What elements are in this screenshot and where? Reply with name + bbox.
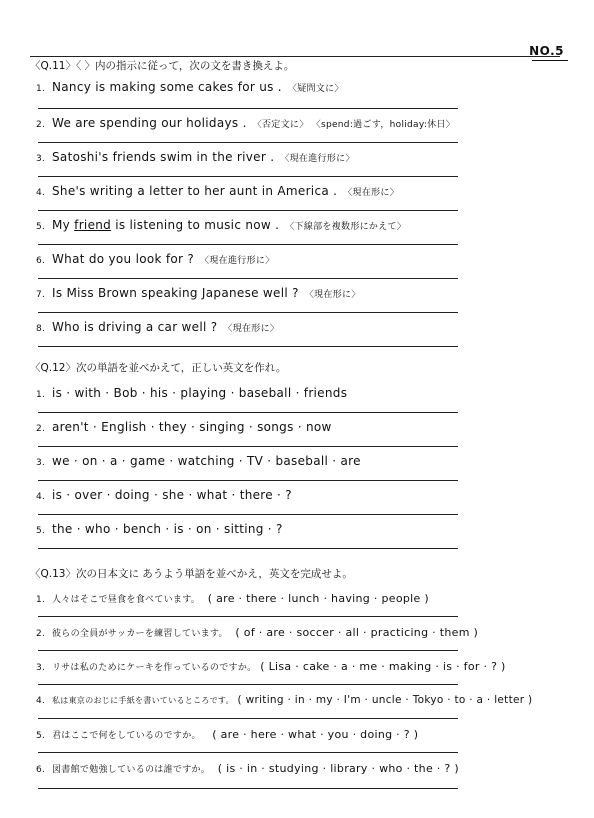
answer-line — [38, 650, 458, 651]
item-instruction: 〈現在形に〉 — [223, 324, 280, 334]
item-instruction: 〈疑問文に〉 — [287, 84, 344, 94]
item-text: She's writing a letter to her aunt in America . — [52, 184, 338, 198]
q12-item-4 — [36, 488, 292, 502]
item-instruction: 〈現在進行形に〉 — [200, 256, 275, 266]
item-number: 2. — [36, 120, 46, 130]
item-number: 1. — [36, 595, 46, 605]
page-number: NO.5 — [529, 44, 564, 58]
item-words: ( is · in · studying · library · who · the · ? ) — [217, 762, 459, 775]
answer-line — [38, 312, 458, 313]
item-number: 5. — [36, 526, 46, 536]
item-text-pre: My — [52, 218, 75, 232]
section-header-q11: 〈Q.11〉〈 〉内の指示に従って，次の文を書き換えよ。 — [30, 60, 295, 72]
q11-item-7 — [36, 286, 361, 300]
item-instruction: 〈否定文に〉 〈spend:過ごす，holiday:休日〉 — [252, 120, 456, 130]
page-number-underline — [532, 60, 568, 61]
item-number: 5. — [36, 222, 46, 232]
item-number: 4. — [36, 696, 46, 706]
answer-line — [38, 684, 458, 685]
top-rule — [30, 56, 560, 57]
item-instruction: 〈現在形に〉 — [343, 188, 400, 198]
item-number: 5. — [36, 731, 46, 741]
item-text: Nancy is making some cakes for us . — [52, 80, 282, 94]
japanese-sentence: 私は東京のおじに手紙を書いているところです。 — [52, 696, 234, 705]
item-number: 3. — [36, 154, 46, 164]
q13-item-2 — [36, 626, 478, 639]
answer-line — [38, 446, 458, 447]
q13-item-6 — [36, 762, 459, 775]
item-words: ( writing · in · my · I'm · uncle · Tokyo · to · a · letter ) — [237, 694, 533, 706]
answer-line — [38, 142, 458, 143]
item-text-post: is listening to music now . — [111, 218, 280, 232]
japanese-sentence: リサは私のためにケーキを作っているのですか。 — [52, 663, 257, 673]
q11-item-3 — [36, 150, 355, 164]
q11-item-5 — [36, 218, 406, 232]
answer-line — [38, 718, 458, 719]
answer-line — [38, 616, 458, 617]
item-instruction: 〈現在進行形に〉 — [280, 154, 355, 164]
answer-line — [38, 346, 458, 347]
item-number: 3. — [36, 458, 46, 468]
item-text: Is Miss Brown speaking Japanese well ? — [52, 286, 299, 300]
q11-item-2 — [36, 116, 455, 130]
answer-line — [38, 176, 458, 177]
item-words: ( are · here · what · you · doing · ? ) — [212, 728, 419, 741]
q12-item-1 — [36, 386, 347, 400]
item-number: 2. — [36, 629, 46, 639]
item-words: ( Lisa · cake · a · me · making · is · for · ? ) — [260, 660, 506, 673]
item-words: the · who · bench · is · on · sitting · ? — [52, 522, 283, 536]
item-number: 7. — [36, 290, 46, 300]
answer-line — [38, 278, 458, 279]
item-number: 2. — [36, 424, 46, 434]
japanese-sentence: 人々はそこで昼食を食べています。 — [52, 595, 201, 605]
japanese-sentence: 君はここで何をしているのですか。 — [52, 731, 201, 741]
q11-item-1 — [36, 80, 344, 94]
answer-line — [38, 514, 458, 515]
item-number: 3. — [36, 663, 46, 673]
item-number: 4. — [36, 492, 46, 502]
answer-line — [38, 108, 458, 109]
q11-item-6 — [36, 252, 274, 266]
answer-line — [38, 548, 458, 549]
item-words: is · with · Bob · his · playing · baseball · friends — [52, 386, 348, 400]
item-text: Satoshi's friends swim in the river . — [52, 150, 275, 164]
item-instruction: 〈下線部を複数形にかえて〉 — [285, 222, 407, 232]
item-number: 6. — [36, 256, 46, 266]
item-words: aren't · English · they · singing · songs · now — [52, 420, 332, 434]
item-words: ( of · are · soccer · all · practicing · them ) — [235, 626, 479, 639]
answer-line — [38, 412, 458, 413]
section-header-q12: 〈Q.12〉次の単語を並べかえて，正しい英文を作れ。 — [30, 362, 287, 374]
q12-item-2 — [36, 420, 332, 434]
item-instruction: 〈現在形に〉 — [304, 290, 361, 300]
japanese-sentence: 彼らの全員がサッカーを練習しています。 — [52, 629, 228, 639]
answer-line — [38, 244, 458, 245]
q12-item-3 — [36, 454, 361, 468]
q13-item-4 — [36, 694, 532, 706]
item-number: 1. — [36, 84, 46, 94]
q13-item-5 — [36, 728, 418, 741]
q13-item-1 — [36, 592, 429, 605]
answer-line — [38, 210, 458, 211]
item-text: What do you look for ? — [52, 252, 195, 266]
q13-item-3 — [36, 660, 506, 673]
answer-line — [38, 788, 458, 789]
item-words: ( are · there · lunch · having · people ) — [207, 592, 429, 605]
item-words: we · on · a · game · watching · TV · baseball · are — [52, 454, 361, 468]
q11-item-8 — [36, 320, 279, 334]
q11-item-4 — [36, 184, 399, 198]
answer-line — [38, 480, 458, 481]
item-number: 1. — [36, 390, 46, 400]
answer-line — [38, 752, 458, 753]
japanese-sentence: 図書館で勉強しているのは誰ですか。 — [52, 765, 211, 775]
underlined-word: friend — [74, 218, 112, 232]
item-text: Who is driving a car well ? — [52, 320, 218, 334]
item-words: is · over · doing · she · what · there · ? — [52, 488, 292, 502]
item-number: 4. — [36, 188, 46, 198]
q12-item-5 — [36, 522, 283, 536]
item-text: We are spending our holidays . — [52, 116, 247, 130]
section-header-q13: 〈Q.13〉次の日本文に あうよう単語を並べかえ，英文を完成せよ。 — [30, 568, 353, 580]
item-number: 8. — [36, 324, 46, 334]
item-number: 6. — [36, 765, 46, 775]
